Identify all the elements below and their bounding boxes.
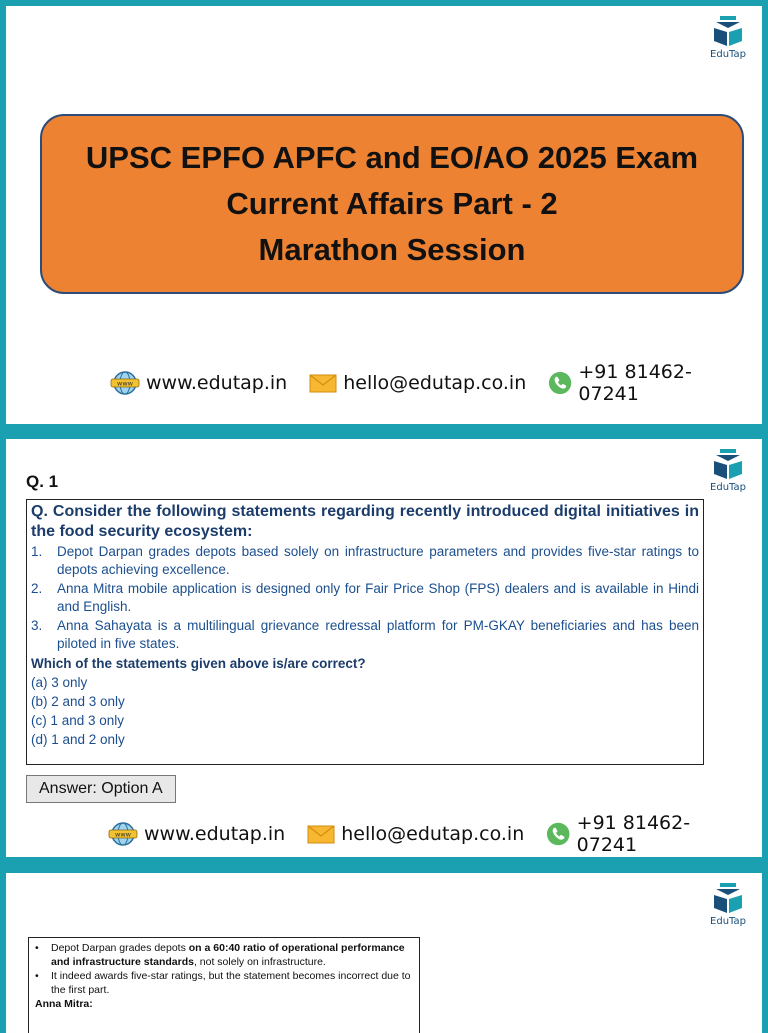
phone-link[interactable]: [546, 812, 740, 856]
website-text: www.edutap.in: [144, 823, 286, 845]
statement-item: [31, 617, 699, 653]
option-c: (c) 1 and 3 only: [31, 713, 125, 728]
explanation-bullet: [35, 941, 413, 969]
text-run: Depot Darpan grades depots: [51, 942, 189, 954]
edutap-logo: [708, 14, 748, 60]
envelope-icon: [309, 373, 337, 393]
explanation-bullet: [35, 969, 413, 997]
website-link[interactable]: [110, 370, 287, 396]
email-text: hello@edutap.co.in: [341, 823, 525, 845]
title-line-2: Current Affairs Part - 2: [226, 186, 558, 221]
explanation-slide: [6, 873, 762, 1033]
title-box: [40, 114, 744, 294]
statement-number: 2.: [31, 581, 43, 596]
edutap-logo-icon: [711, 881, 745, 915]
globe-icon: [108, 821, 138, 847]
title-line-1: UPSC EPFO APFC and EO/AO 2025 Exam: [85, 140, 699, 175]
question-slide: [6, 439, 762, 857]
email-link[interactable]: [307, 823, 524, 845]
email-link[interactable]: [309, 372, 526, 394]
phone-icon: [546, 821, 570, 847]
option-a: (a) 3 only: [31, 675, 88, 690]
edutap-logo-icon: [711, 14, 745, 48]
question-number: Q. 1: [26, 472, 59, 491]
section-label: Anna Mitra:: [35, 998, 93, 1010]
phone-link[interactable]: [548, 361, 740, 405]
explanation-text: [51, 941, 413, 969]
explanation-text: It indeed awards five-star ratings, but the statement becomes incorrect due to the first part.: [51, 970, 411, 996]
edutap-logo: [708, 881, 748, 927]
title-line-3: Marathon Session: [258, 232, 526, 267]
logo-text: EduTap: [710, 916, 746, 927]
statement-text: Depot Darpan grades depots based solely on infrastructure parameters and provides five-star ratings to depots achieving excellence.: [57, 544, 699, 577]
website-text: www.edutap.in: [146, 372, 288, 394]
statement-number: 3.: [31, 618, 43, 633]
statement-text: Anna Mitra mobile application is designed only for Fair Price Shop (FPS) dealers and is available in Hindi and English.: [57, 581, 699, 614]
contact-bar: [110, 361, 762, 405]
statement-text: Anna Sahayata is a multilingual grievance redressal platform for PM-GKAY beneficiaries and has been piloted in five states.: [57, 618, 699, 651]
website-link[interactable]: [108, 821, 285, 847]
text-run: , not solely on infrastructure.: [193, 956, 326, 968]
question-box: [26, 499, 704, 765]
explanation-box: [28, 937, 420, 1033]
statement-number: 1.: [31, 544, 43, 559]
globe-icon: [110, 370, 140, 396]
statement-item: [31, 543, 699, 579]
edutap-logo: [708, 447, 748, 493]
phone-text: +91 81462-07241: [578, 361, 692, 405]
logo-text: EduTap: [710, 49, 746, 60]
title-slide: [6, 6, 762, 424]
logo-text: EduTap: [710, 482, 746, 493]
question-heading: Q. Consider the following statements regarding recently introduced digital initiatives in the food security ecosystem:: [31, 503, 699, 540]
svg-text:www: www: [117, 379, 133, 388]
question-ask: Which of the statements given above is/are correct?: [31, 656, 366, 671]
phone-icon: [548, 370, 572, 396]
edutap-logo-icon: [711, 447, 745, 481]
svg-text:www: www: [115, 830, 131, 839]
phone-text: +91 81462-07241: [576, 812, 691, 856]
contact-bar: [108, 812, 762, 856]
bullet-icon: •: [35, 942, 39, 954]
bullet-icon: •: [35, 970, 39, 982]
email-text: hello@edutap.co.in: [343, 372, 527, 394]
envelope-icon: [307, 824, 335, 844]
text-run-bold: on a 60:40 ratio of operational performance and infrastructure standards: [51, 942, 405, 968]
answer-button[interactable]: Answer: Option A: [26, 775, 176, 803]
option-d: (d) 1 and 2 only: [31, 732, 125, 747]
statement-item: [31, 580, 699, 616]
option-b: (b) 2 and 3 only: [31, 694, 125, 709]
